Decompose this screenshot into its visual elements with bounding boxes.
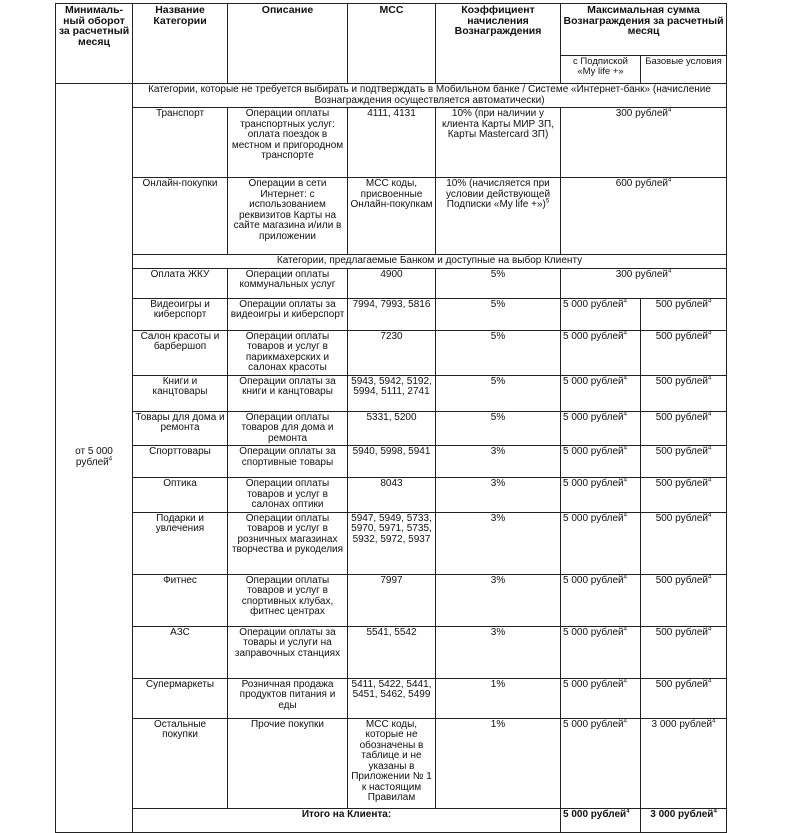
max-reward-with-subscription <box>561 298 641 330</box>
category-description: Операции оплаты за товары и услуги на заправочных станциях <box>228 626 348 678</box>
reward-with-footnote: 4 <box>623 512 627 519</box>
category-mcc: 7994, 7993, 5816 <box>348 298 436 330</box>
table-row <box>56 626 727 678</box>
table-row <box>56 375 727 411</box>
total-label: Итого на Клиента: <box>133 808 561 832</box>
category-coefficient <box>436 678 561 718</box>
max-reward-base <box>641 330 727 375</box>
category-name: Товары для дома и ремонта <box>133 411 228 446</box>
max-reward-merged <box>561 268 727 298</box>
reward-with-footnote: 4 <box>623 330 627 337</box>
max-reward-with-subscription <box>561 478 641 513</box>
max-reward-base <box>641 626 727 678</box>
total-base <box>641 808 727 832</box>
reward-base-value: 500 рублей <box>655 330 708 342</box>
category-name: Подарки и увлечения <box>133 512 228 574</box>
reward-base-footnote: 4 <box>707 375 712 382</box>
reward-with-value: 5 000 рублей <box>563 718 624 730</box>
category-mcc: 5411, 5422, 5441, 5451, 5462, 5499 <box>348 678 436 718</box>
coefficient-footnote: 5 <box>545 198 550 205</box>
max-reward-base <box>641 375 727 411</box>
coefficient-value: 3% <box>490 478 506 489</box>
max-reward-with-subscription <box>561 626 641 678</box>
total-with-subscription <box>561 808 641 832</box>
max-reward-base <box>641 446 727 478</box>
max-reward-with-subscription <box>561 678 641 718</box>
coefficient-value: 1% <box>490 718 506 730</box>
category-name: АЗС <box>133 626 228 678</box>
reward-base-value: 500 рублей <box>655 411 708 423</box>
category-mcc: МСС коды, присвоенные Онлайн-покупкам <box>348 178 436 255</box>
table-row <box>56 411 727 446</box>
category-coefficient <box>436 411 561 446</box>
table-row <box>56 478 727 513</box>
coefficient-value: 10% (при наличии у клиента Карты МИР ЗП, Карты Mastercard ЗП) <box>441 108 555 140</box>
category-mcc: 7230 <box>348 330 436 375</box>
reward-with-footnote: 4 <box>623 411 627 418</box>
total-base-value: 3 000 рублей <box>650 808 714 820</box>
max-reward-with-subscription <box>561 718 641 808</box>
reward-with-value: 5 000 рублей <box>563 626 624 638</box>
max-reward-with-subscription <box>561 411 641 446</box>
category-coefficient <box>436 446 561 478</box>
category-description: Операции оплаты за спортивные товары <box>228 446 348 478</box>
reward-base-footnote: 4 <box>707 445 712 452</box>
category-name: Салон красоты и барбершоп <box>133 330 228 375</box>
category-description: Операции оплаты товаров и услуг в парикмахерских и салонах красоты <box>228 330 348 375</box>
reward-base-value: 500 рублей <box>655 298 708 310</box>
max-reward-base <box>641 298 727 330</box>
reward-with-value: 5 000 рублей <box>563 478 624 489</box>
category-description: Операции оплаты товаров и услуг в розничных магазинах творчества и рукоделия <box>228 512 348 574</box>
category-mcc: 5541, 5542 <box>348 626 436 678</box>
category-mcc: 4900 <box>348 268 436 298</box>
category-mcc: МСС коды, которые не обозначены в таблице и не указаны в Приложении № 1 к настоящим Правилам <box>348 718 436 808</box>
category-description: Операции оплаты коммунальных услуг <box>228 268 348 298</box>
max-reward-base <box>641 718 727 808</box>
table-row <box>56 718 727 808</box>
category-name: Фитнес <box>133 574 228 626</box>
coefficient-value: 1% <box>490 678 506 690</box>
table-row <box>56 108 727 178</box>
category-name: Супермаркеты <box>133 678 228 718</box>
reward-with-value: 5 000 рублей <box>563 298 624 310</box>
category-mcc: 7997 <box>348 574 436 626</box>
reward-with-value: 5 000 рублей <box>563 574 624 586</box>
total-with-footnote: 4 <box>626 808 630 815</box>
coefficient-value: 5% <box>490 411 506 423</box>
coefficient-value: 3% <box>490 446 506 457</box>
header-min-turnover: Минималь-ный оборот за расчетный месяц <box>56 4 133 84</box>
min-turnover-footnote: 4 <box>108 456 113 463</box>
category-coefficient <box>436 718 561 808</box>
reward-base-value: 500 рублей <box>655 512 708 524</box>
category-coefficient <box>436 375 561 411</box>
reward-with-value: 5 000 рублей <box>563 446 624 457</box>
header-category-name: Название Категории <box>133 4 228 84</box>
max-reward-value: 300 рублей <box>615 108 668 119</box>
max-reward-base <box>641 678 727 718</box>
category-description: Операции оплаты товаров и услуг в спортивных клубах, фитнес центрах <box>228 574 348 626</box>
category-coefficient <box>436 512 561 574</box>
max-reward-base <box>641 574 727 626</box>
total-base-footnote: 4 <box>713 808 717 815</box>
table-row <box>56 574 727 626</box>
reward-with-value: 5 000 рублей <box>563 411 624 423</box>
category-description: Операции в сети Интернет: с использованием реквизитов Карты на сайте магазина и/или в приложении <box>228 178 348 255</box>
category-description: Операции оплаты за книги и канцтовары <box>228 375 348 411</box>
coefficient-value: 3% <box>490 626 506 638</box>
category-name: Книги и канцтовары <box>133 375 228 411</box>
reward-with-value: 5 000 рублей <box>563 330 624 342</box>
header-max-reward: Максимальная сумма Вознаграждения за расчетный месяц <box>561 4 727 56</box>
header-base-conditions: Базовые условия <box>641 56 727 84</box>
category-name: Видеоигры и киберспорт <box>133 298 228 330</box>
header-description: Описание <box>228 4 348 84</box>
category-name: Онлайн-покупки <box>133 178 228 255</box>
max-reward-footnote: 4 <box>667 177 672 184</box>
category-name: Остальные покупки <box>133 718 228 808</box>
category-mcc: 5331, 5200 <box>348 411 436 446</box>
max-reward-with-subscription <box>561 375 641 411</box>
reward-base-footnote: 4 <box>707 574 712 581</box>
table-row <box>56 330 727 375</box>
table-row <box>56 512 727 574</box>
max-reward-merged <box>561 178 727 255</box>
max-reward-merged <box>561 108 727 178</box>
coefficient-value: 3% <box>490 512 506 524</box>
category-coefficient <box>436 178 561 255</box>
category-coefficient <box>436 268 561 298</box>
max-reward-base <box>641 411 727 446</box>
reward-base-footnote: 4 <box>707 330 712 337</box>
coefficient-value: 10% (начисляется при условии действующей Подписки «My life +») <box>445 178 551 210</box>
coefficient-value: 3% <box>490 574 506 586</box>
reward-with-footnote: 4 <box>623 626 627 633</box>
max-reward-with-subscription <box>561 574 641 626</box>
category-mcc: 5947, 5949, 5733, 5970, 5971, 5735, 5932, 5972, 5937 <box>348 512 436 574</box>
reward-base-value: 500 рублей <box>655 626 708 638</box>
reward-with-value: 5 000 рублей <box>563 375 624 387</box>
max-reward-with-subscription <box>561 446 641 478</box>
header-coefficient: Коэффициент начисления Вознаграждения <box>436 4 561 84</box>
reward-with-footnote: 4 <box>623 718 627 725</box>
category-description: Розничная продажа продуктов питания и еды <box>228 678 348 718</box>
reward-with-footnote: 4 <box>623 375 627 382</box>
reward-base-footnote: 4 <box>707 411 712 418</box>
reward-with-footnote: 4 <box>623 477 627 484</box>
coefficient-value: 5% <box>490 375 506 387</box>
section-selectable-categories: Категории, предлагаемые Банком и доступные на выбор Клиенту <box>133 255 727 269</box>
category-coefficient <box>436 626 561 678</box>
table-row <box>56 678 727 718</box>
category-description: Операции оплаты товаров и услуг в салонах оптики <box>228 478 348 513</box>
reward-base-value: 500 рублей <box>655 446 708 457</box>
category-description: Прочие покупки <box>228 718 348 808</box>
total-with-value: 5 000 рублей <box>563 808 627 820</box>
reward-table <box>55 3 727 833</box>
category-mcc: 4111, 4131 <box>348 108 436 178</box>
reward-with-footnote: 4 <box>623 445 627 452</box>
reward-base-value: 500 рублей <box>655 678 708 690</box>
reward-base-value: 3 000 рублей <box>651 718 713 730</box>
min-turnover-value: от 5 000 рублей <box>75 446 113 468</box>
max-reward-base <box>641 512 727 574</box>
reward-with-footnote: 4 <box>623 574 627 581</box>
reward-base-footnote: 4 <box>707 477 712 484</box>
table-row <box>56 268 727 298</box>
reward-base-value: 500 рублей <box>655 574 708 586</box>
max-reward-with-subscription <box>561 330 641 375</box>
total-row <box>56 808 727 832</box>
max-reward-value: 300 рублей <box>615 268 668 280</box>
header-with-subscription: с Подпиской «My life +» <box>561 56 641 84</box>
table-row <box>56 446 727 478</box>
reward-base-footnote: 4 <box>707 298 712 305</box>
category-description: Операции оплаты товаров для дома и ремонта <box>228 411 348 446</box>
max-reward-with-subscription <box>561 512 641 574</box>
reward-with-footnote: 4 <box>623 298 627 305</box>
section-auto-categories: Категории, которые не требуется выбирать и подтверждать в Мобильном банке / Системе «Интернет-банк» (начисление Вознаграждения осуществляется автоматически) <box>133 84 727 108</box>
category-mcc: 5940, 5998, 5941 <box>348 446 436 478</box>
reward-base-footnote: 4 <box>707 512 712 519</box>
category-coefficient <box>436 574 561 626</box>
reward-base-footnote: 4 <box>707 626 712 633</box>
coefficient-value: 5% <box>490 268 506 280</box>
reward-base-footnote: 4 <box>712 718 716 725</box>
category-coefficient <box>436 108 561 178</box>
header-mcc: МСС <box>348 4 436 84</box>
reward-with-value: 5 000 рублей <box>563 678 624 690</box>
reward-base-value: 500 рублей <box>655 478 708 489</box>
category-mcc: 8043 <box>348 478 436 513</box>
category-coefficient <box>436 298 561 330</box>
category-mcc: 5943, 5942, 5192, 5994, 5111, 2741 <box>348 375 436 411</box>
category-description: Операции оплаты транспортных услуг: оплата поездок в местном и пригородном транспорте <box>228 108 348 178</box>
category-description: Операции оплаты за видеоигры и киберспорт <box>228 298 348 330</box>
max-reward-footnote: 4 <box>667 268 672 275</box>
min-turnover-cell <box>56 84 133 833</box>
coefficient-value: 5% <box>490 330 506 342</box>
reward-base-footnote: 4 <box>707 678 712 685</box>
table-row <box>56 178 727 255</box>
category-name: Оплата ЖКУ <box>133 268 228 298</box>
category-name: Спорттовары <box>133 446 228 478</box>
max-reward-base <box>641 478 727 513</box>
reward-base-value: 500 рублей <box>655 375 708 387</box>
category-coefficient <box>436 330 561 375</box>
coefficient-value: 5% <box>490 298 506 310</box>
max-reward-footnote: 4 <box>667 107 672 114</box>
reward-with-value: 5 000 рублей <box>563 512 624 524</box>
table-row <box>56 298 727 330</box>
max-reward-value: 600 рублей <box>615 178 668 189</box>
category-name: Транспорт <box>133 108 228 178</box>
category-name: Оптика <box>133 478 228 513</box>
reward-with-footnote: 4 <box>623 678 627 685</box>
category-coefficient <box>436 478 561 513</box>
